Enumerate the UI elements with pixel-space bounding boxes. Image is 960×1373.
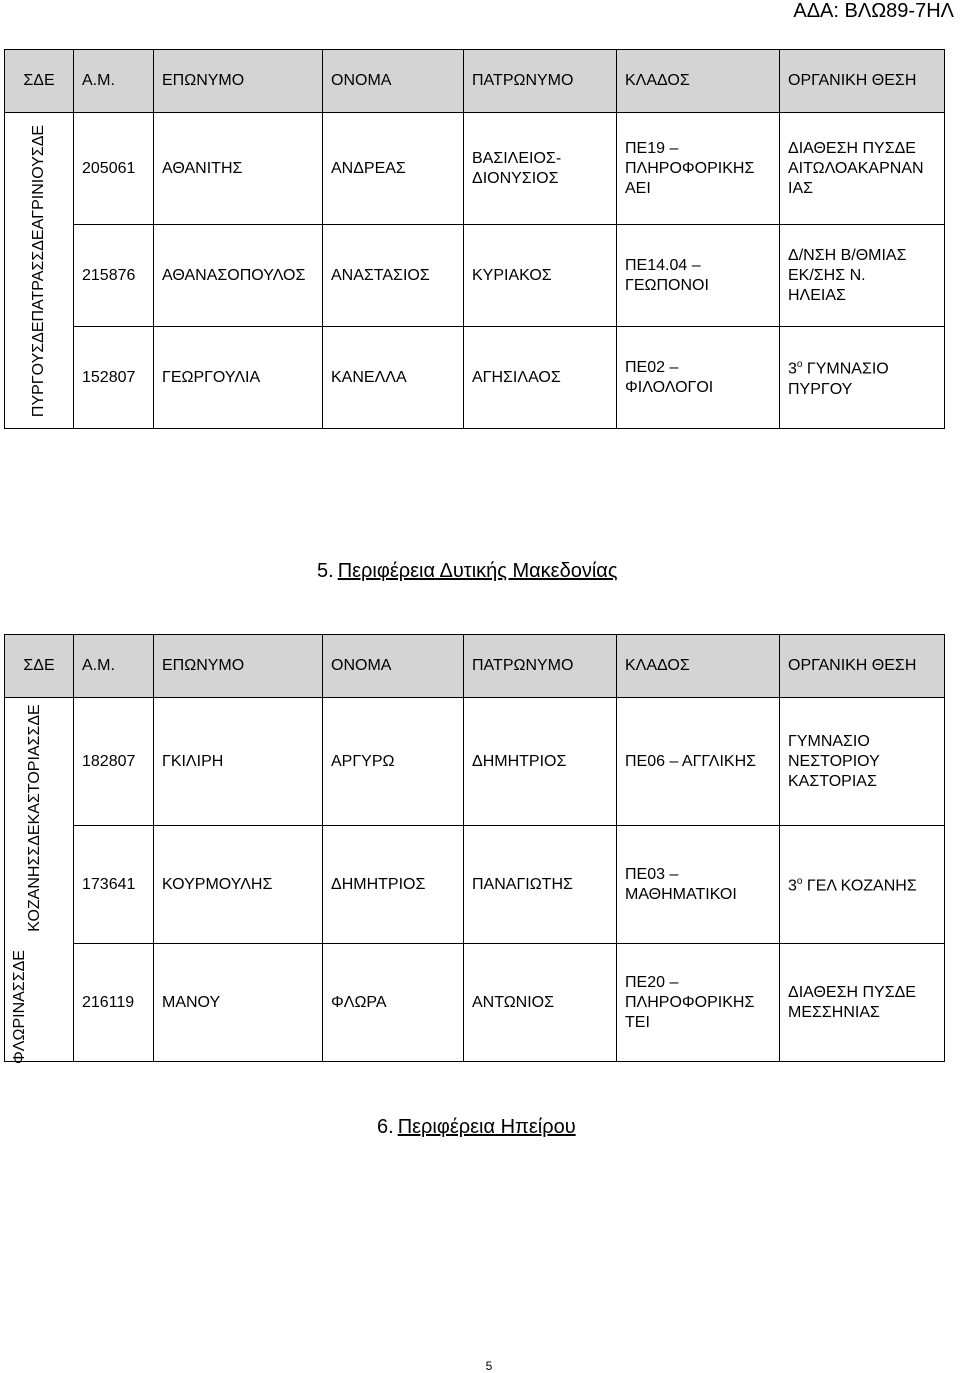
name-cell: ΚΑΝΕΛΛΑ [323,327,464,429]
surname-cell: ΜΑΝΟΥ [154,944,323,1062]
section-6-heading [377,1116,576,1139]
surname-cell: ΑΘΑΝΑΣΟΠΟΥΛΟΣ [154,225,323,327]
col-sde: ΣΔΕ [5,50,74,113]
surname-cell: ΑΘΑΝΙΤΗΣ [154,113,323,225]
col-branch: ΚΛΑΔΟΣ [617,635,780,698]
appointments-table-2 [4,634,945,1062]
branch-cell: ΠΕ02 – ΦΙΛΟΛΟΓΟΙ [617,327,780,429]
father-cell: ΒΑΣΙΛΕΙΟΣ- ΔΙΟΝΥΣΙΟΣ [464,113,617,225]
sde-inner-cell [25,698,74,1062]
table-row [5,944,945,1062]
table-row [5,225,945,327]
name-cell: ΑΡΓΥΡΩ [323,698,464,826]
position-cell: ΓΥΜΝΑΣΙΟ ΝΕΣΤΟΡΙΟΥ ΚΑΣΤΟΡΙΑΣ [780,698,945,826]
am-cell: 173641 [74,826,154,944]
sde-cell [5,113,74,429]
col-position: ΟΡΓΑΝΙΚΗ ΘΕΣΗ [780,50,945,113]
branch-cell: ΠΕ20 – ΠΛΗΡΟΦΟΡΙΚΗΣ ΤΕΙ [617,944,780,1062]
ada-code: ΑΔΑ: ΒΛΩ89-7ΗΛ [793,0,954,22]
col-surname: ΕΠΩΝΥΜΟ [154,50,323,113]
position-cell: $3^o$ ΓΥΜΝΑΣΙΟ ΠΥΡΓΟΥ [780,327,945,429]
surname-cell: ΓΕΩΡΓΟΥΛΙΑ [154,327,323,429]
col-am: Α.Μ. [74,50,154,113]
col-father: ΠΑΤΡΩΝΥΜΟ [464,50,617,113]
col-am: Α.Μ. [74,635,154,698]
col-name: ΟΝΟΜΑ [323,635,464,698]
name-cell: ΑΝΔΡΕΑΣ [323,113,464,225]
col-surname: ΕΠΩΝΥΜΟ [154,635,323,698]
branch-cell: ΠΕ19 – ΠΛΗΡΟΦΟΡΙΚΗΣ ΑΕΙ [617,113,780,225]
table-row [5,826,945,944]
page-number: 5 [485,1359,493,1373]
sde-label: ΠΥΡΓΟΥΣΔΕΠΑΤΡΑΣΣΔΕΑΓΡΙΝΙΟΥΣΔΕ [30,124,47,417]
table-header-row [5,635,945,698]
section-6-number: 6. [377,1116,394,1138]
name-cell: ΑΝΑΣΤΑΣΙΟΣ [323,225,464,327]
am-cell: 152807 [74,327,154,429]
col-father: ΠΑΤΡΩΝΥΜΟ [464,635,617,698]
name-cell: ΦΛΩΡΑ [323,944,464,1062]
col-sde: ΣΔΕ [5,635,74,698]
table-row [5,698,945,826]
surname-cell: ΚΟΥΡΜΟΥΛΗΣ [154,826,323,944]
father-cell: ΠΑΝΑΓΙΩΤΗΣ [464,826,617,944]
am-cell: 215876 [74,225,154,327]
father-cell: ΑΓΗΣΙΛΑΟΣ [464,327,617,429]
am-cell: 182807 [74,698,154,826]
position-cell: Δ/ΝΣΗ Β/ΘΜΙΑΣ ΕΚ/ΣΗΣ Ν. ΗΛΕΙΑΣ [780,225,945,327]
name-cell: ΔΗΜΗΤΡΙΟΣ [323,826,464,944]
am-cell: 205061 [74,113,154,225]
branch-cell: ΠΕ06 – ΑΓΓΛΙΚΗΣ [617,698,780,826]
section-5-number: 5. [317,560,334,582]
am-cell: 216119 [74,944,154,1062]
appointments-table-1 [4,49,945,429]
father-cell: ΚΥΡΙΑΚΟΣ [464,225,617,327]
branch-cell: ΠΕ03 – ΜΑΘΗΜΑΤΙΚΟΙ [617,826,780,944]
section-6-title: Περιφέρεια Ηπείρου [397,1116,576,1138]
position-cell: ΔΙΑΘΕΣΗ ΠΥΣΔΕ ΜΕΣΣΗΝΙΑΣ [780,944,945,1062]
father-cell: ΑΝΤΩΝΙΟΣ [464,944,617,1062]
col-branch: ΚΛΑΔΟΣ [617,50,780,113]
col-position: ΟΡΓΑΝΙΚΗ ΘΕΣΗ [780,635,945,698]
table-header-row [5,50,945,113]
sde-label-outer: ΦΛΩΡΙΝΑΣΣΔΕ [10,949,28,1064]
section-5-title: Περιφέρεια Δυτικής Μακεδονίας [337,560,618,582]
father-cell: ΔΗΜΗΤΡΙΟΣ [464,698,617,826]
branch-cell: ΠΕ14.04 – ΓΕΩΠΟΝΟΙ [617,225,780,327]
position-cell: $3^o$ ΓΕΛ ΚΟΖΑΝΗΣ [780,826,945,944]
table-row [5,113,945,225]
position-cell: ΔΙΑΘΕΣΗ ΠΥΣΔΕ ΑΙΤΩΛΟΑΚΑΡΝΑΝ ΙΑΣ [780,113,945,225]
col-name: ΟΝΟΜΑ [323,50,464,113]
sde-label-inner: ΚΟΖΑΝΗΣΣΔΕΚΑΣΤΟΡΙΑΣΣΔΕ [25,704,43,932]
table-row [5,327,945,429]
surname-cell: ΓΚΙΛΙΡΗ [154,698,323,826]
section-5-heading [317,560,618,583]
